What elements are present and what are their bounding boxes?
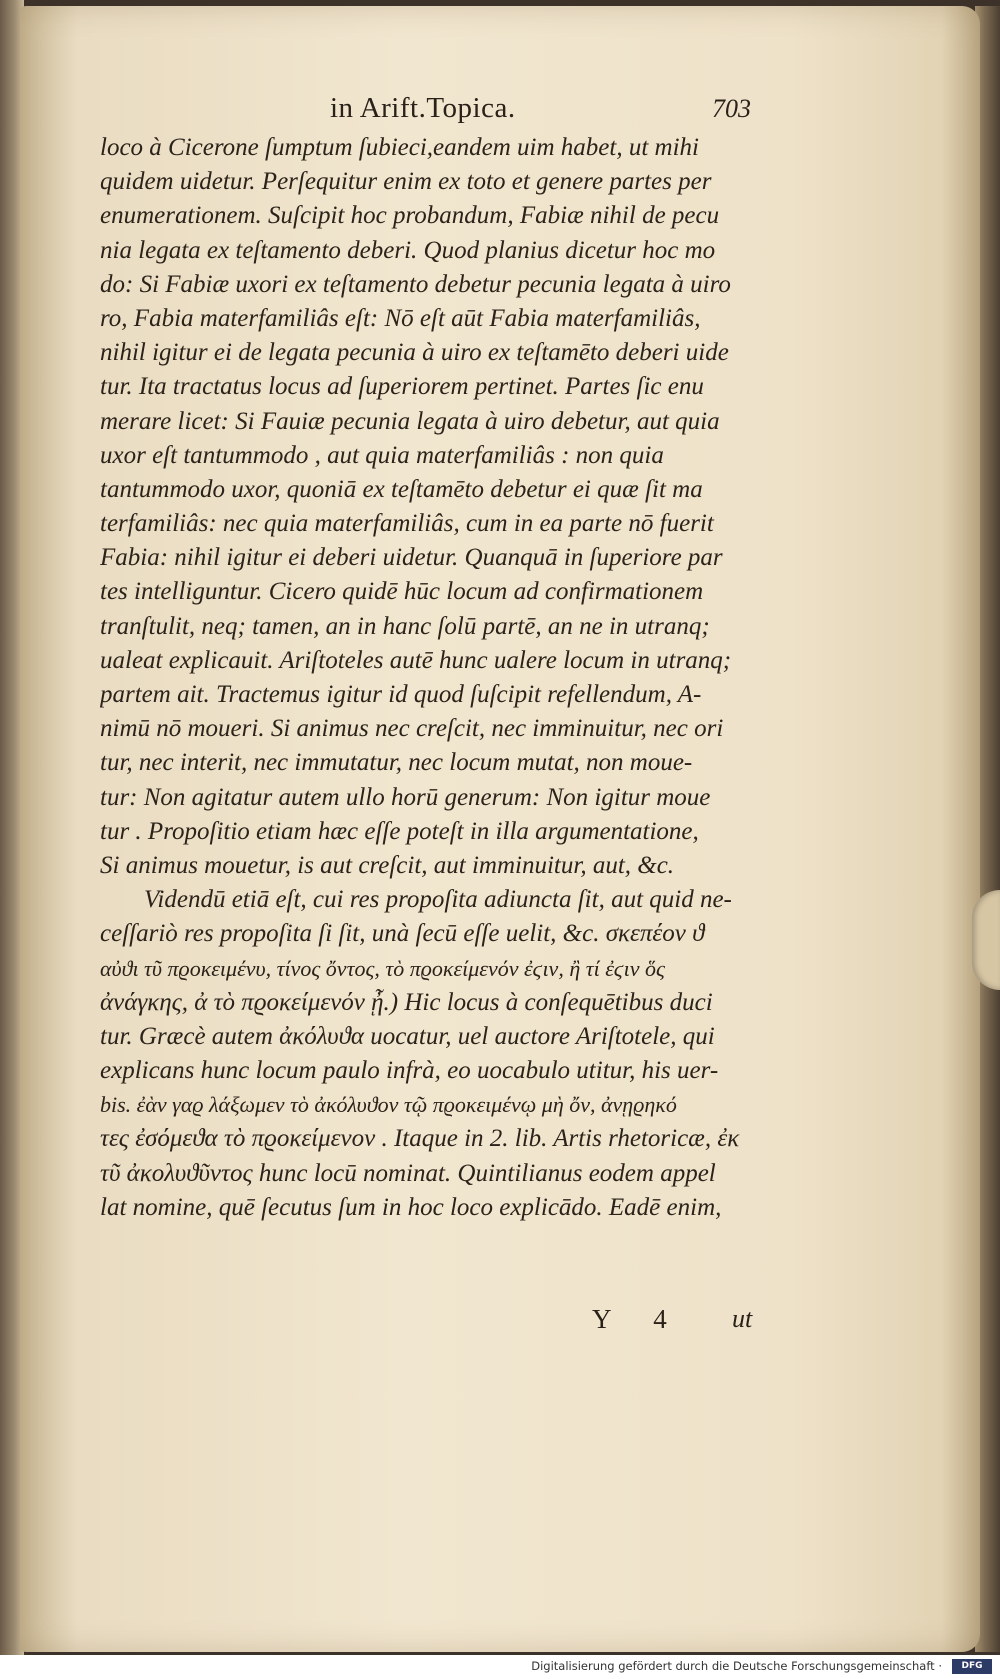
text-line: ualeat explicauit. Ariſtoteles autē hunc ualere locum in utranq;: [100, 646, 732, 674]
signature-mark: Y 4: [592, 1304, 685, 1334]
body-text: [100, 131, 810, 1225]
book-page: [20, 6, 980, 1652]
text-line: quidem uidetur. Perſequitur enim ex toto et genere partes per: [100, 168, 712, 196]
dfg-logo: DFG: [952, 1659, 992, 1674]
page-footer: [20, 1304, 980, 1344]
text-line: ἀνάγκης, ἀ τὸ πϱοκείμενόν ᾖ.) Hic locus à conſequētibus duci: [100, 988, 713, 1016]
page-header: [20, 92, 980, 132]
text-line: ceſſariò res propoſita ſi ſit, unà ſecū eſſe uelit, &c. σκεπέον ϑ: [100, 920, 705, 948]
text-line: nia legata ex teſtamento deberi. Quod planius dicetur hoc mo: [100, 236, 716, 264]
text-line: tantummodo uxor, quoniā ex teſtamēto debetur ei quæ ſit ma: [100, 475, 703, 503]
text-line: terfamiliâs: nec quia materfamiliâs, cum in ea parte nō fuerit: [100, 510, 714, 538]
text-line: uxor eſt tantummodo , aut quia materfamiliâs : non quia: [100, 441, 664, 469]
text-line: loco à Cicerone ſumptum ſubieci,eandem uim habet, ut mihi: [100, 134, 699, 161]
catchword: ut: [732, 1304, 753, 1333]
credit-bar: [0, 1655, 1000, 1679]
text-line: tes intelliguntur. Cicero quidē hūc locum ad confirmationem: [100, 578, 704, 606]
text-line: αὐϑι τῦ πϱοκειμένυ, τίνος ὄντος, τὸ πϱοκείμενόν ἐϛιν, ἢ τί ἐϛιν ὅς: [100, 955, 665, 981]
running-title: in Arift.Topica.: [330, 92, 516, 124]
text-line: tur. Græcè autem ἀκόλυϑα uocatur, uel auctore Ariſtotele, qui: [100, 1022, 715, 1050]
text-line: merare licet: Si Fauiæ pecunia legata à uiro debetur, aut quia: [100, 407, 720, 435]
text-line: nimū nō moueri. Si animus nec creſcit, nec imminuitur, nec ori: [100, 715, 724, 743]
text-line: ro, Fabia materfamiliâs eſt: Nō eſt aūt Fabia materfamiliâs,: [100, 304, 701, 332]
text-line: tur . Propoſitio etiam hæc eſſe poteſt in illa argumentatione,: [100, 817, 699, 845]
text-line: tur, nec interit, nec immutatur, nec locum mutat, non moue-: [100, 749, 693, 777]
text-line: partem ait. Tractemus igitur id quod ſuſcipit refellendum, A-: [100, 681, 702, 708]
page-number: 703: [712, 94, 751, 123]
dfg-credit-text: Digitalisierung gefördert durch die Deutsche Forschungsgemeinschaft ·: [531, 1659, 942, 1673]
text-line: tur: Non agitatur autem ullo horū generum: Non igitur moue: [100, 783, 711, 811]
clasp-tab: [972, 890, 1000, 990]
text-line: do: Si Fabiæ uxori ex teſtamento debetur pecunia legata à uiro: [100, 270, 731, 298]
text-line: τῦ ἀκολυϑῦντος hunc locū nominat. Quintilianus eodem appel: [100, 1159, 716, 1187]
text-line: explicans hunc locum paulo infrà, eo uocabulo utitur, his uer-: [100, 1057, 719, 1085]
text-line: tranſtulit, neq; tamen, an in hanc ſolū partē, an ne in utranq;: [100, 612, 710, 640]
text-line: Si animus mouetur, is aut creſcit, aut imminuitur, aut, &c.: [100, 851, 675, 879]
text-line: bis. ἐὰν γαϱ λάξωμεν τὸ ἀκόλυϑον τῷ πϱοκειμένῳ μὴ ὄν, ἀνῃϱηκό: [100, 1092, 677, 1118]
text-line: Videndū etiā eſt, cui res propoſita adiuncta ſit, aut quid ne-: [144, 886, 732, 914]
text-line: lat nomine, quē ſecutus ſum in hoc loco explicādo. Eadē enim,: [100, 1193, 722, 1221]
text-line: nihil igitur ei de legata pecunia à uiro ex teſtamēto deberi uide: [100, 339, 729, 367]
text-line: enumerationem. Suſcipit hoc probandum, Fabiæ nihil de pecu: [100, 202, 720, 230]
text-line: tur. Ita tractatus locus ad ſuperiorem pertinet. Partes ſic enu: [100, 373, 704, 401]
text-line: Fabia: nihil igitur ei deberi uidetur. Quanquā in ſuperiore par: [100, 544, 723, 572]
text-line: τες ἐσόμεϑα τὸ πϱοκείμενον . Itaque in 2. lib. Artis rhetoricæ, ἐκ: [100, 1125, 740, 1153]
